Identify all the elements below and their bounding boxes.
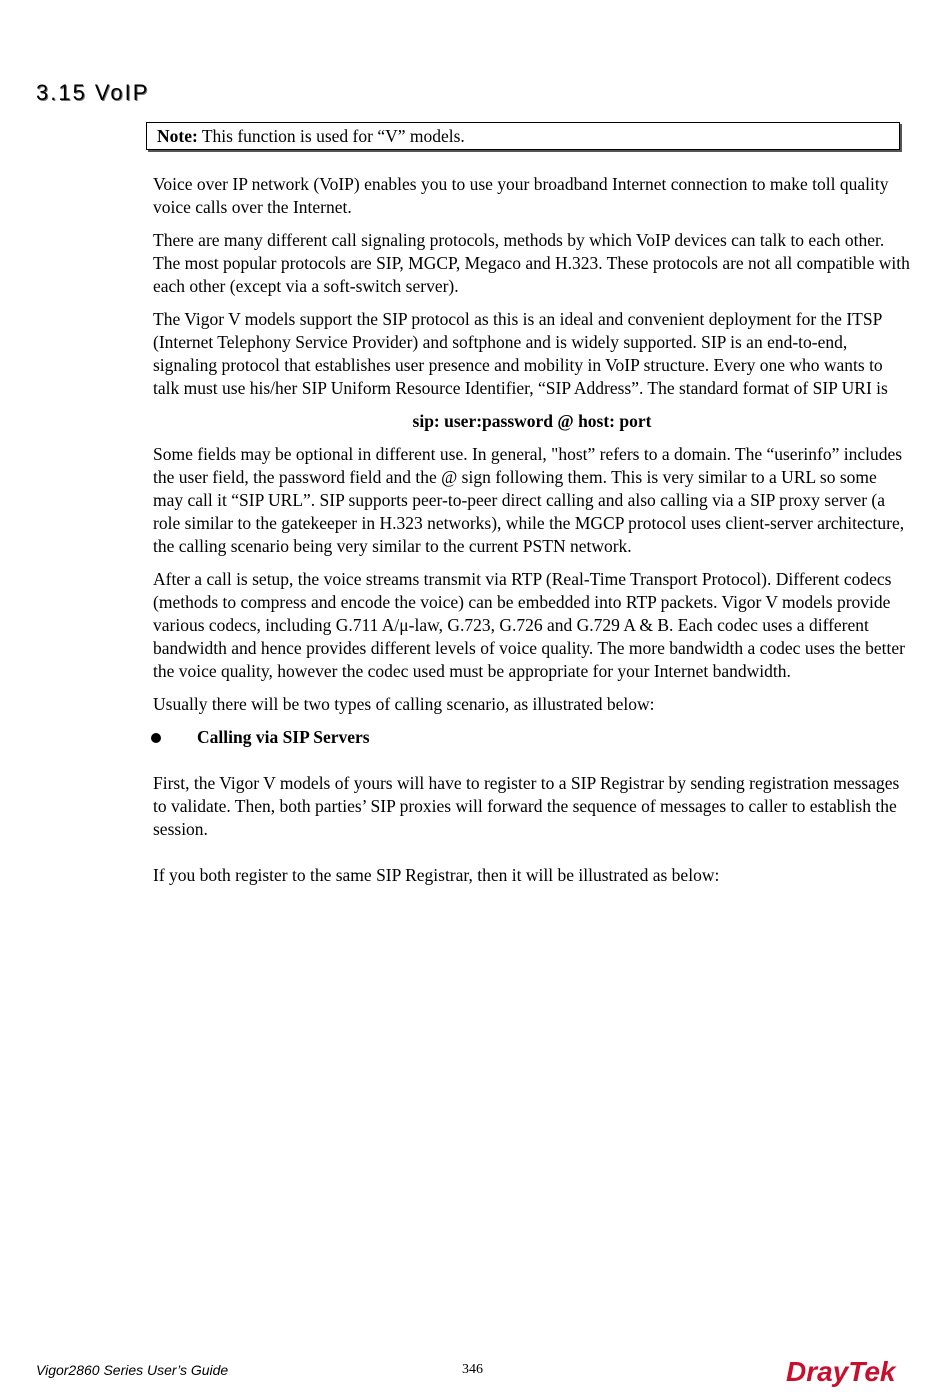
paragraph-sip: The Vigor V models support the SIP protocol as this is an ideal and convenient deployment for the ITSP (Internet Telephony Service Provider) and softphone and is widely supported. SIP is an end-to-end, signaling protocol that establishes user presence and mobility in VoIP structure. Every one who wants to talk must use his/her SIP Uniform Resource Identifier, “SIP Address”. The standard format of SIP URI is bbox=[153, 309, 888, 398]
section-title: 3.15 VoIP bbox=[36, 80, 150, 105]
footer-page-number: 346 bbox=[462, 1362, 483, 1377]
note-text: This function is used for “V” models. bbox=[197, 126, 465, 146]
footer-guide-title: Vigor2860 Series User’s Guide bbox=[36, 1362, 229, 1378]
paragraph-scenarios: Usually there will be two types of calling scenario, as illustrated below: bbox=[153, 694, 655, 714]
bullet-sip-servers bbox=[153, 726, 911, 749]
paragraph-voip-intro: Voice over IP network (VoIP) enables you to use your broadband Internet connection to make toll quality voice calls over the Internet. bbox=[153, 174, 889, 217]
body-content bbox=[153, 173, 911, 897]
bullet-title: Calling via SIP Servers bbox=[197, 727, 370, 747]
paragraph-protocols: There are many different call signaling protocols, methods by which VoIP devices can talk to each other. The most popular protocols are SIP, MGCP, Megaco and H.323. These protocols are not all compatible with each other (except via a soft-switch server). bbox=[153, 230, 910, 296]
logo-text-tek: Tek bbox=[848, 1356, 896, 1387]
bullet-dot-icon bbox=[151, 733, 161, 743]
paragraph-fields: Some fields may be optional in different use. In general, "host” refers to a domain. The “userinfo” includes the user field, the password field and the @ sign following them. This is very similar to a URL so some may call it “SIP URL”. SIP supports peer-to-peer direct calling and also calling via a SIP proxy server (a role similar to the gatekeeper in H.323 networks), while the MGCP protocol uses client-server architecture, the calling scenario being very similar to the current PSTN network. bbox=[153, 444, 905, 556]
draytek-logo bbox=[786, 1356, 895, 1388]
note-label: Note: bbox=[157, 126, 198, 146]
paragraph-codecs: After a call is setup, the voice streams transmit via RTP (Real-Time Transport Protocol). Different codecs (methods to compress and encode the voice) can be embedded into RTP packets. Vigor V models provide various codecs, including G.711 A/μ-law, G.723, G.726 and G.729 A & B. Each codec uses a different bandwidth and hence provides different levels of voice quality. The more bandwidth a codec uses the better the voice quality, however the codec used must be appropriate for your Internet bandwidth. bbox=[153, 569, 905, 681]
bullet-paragraph-same-registrar: If you both register to the same SIP Registrar, then it will be illustrated as below: bbox=[153, 865, 720, 885]
note-box bbox=[146, 122, 900, 150]
bullet-paragraph-register: First, the Vigor V models of yours will have to register to a SIP Registrar by sending registration messages to validate. Then, both parties’ SIP proxies will forward the sequence of messages to caller to establish the session. bbox=[153, 773, 900, 839]
logo-text-dray: Dray bbox=[786, 1356, 849, 1387]
sip-uri-format: sip: user:password @ host: port bbox=[412, 411, 652, 431]
